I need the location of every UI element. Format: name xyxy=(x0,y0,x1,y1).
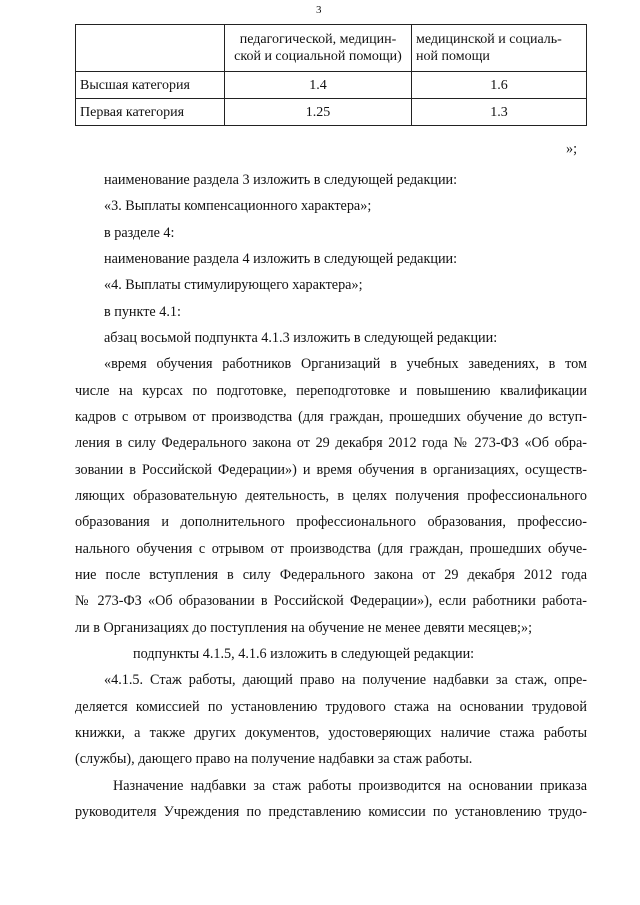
paragraph-line: нального обучения с отрывом от производства (для граждан, прошедших обуче- xyxy=(75,541,587,557)
paragraph-line: в пункте 4.1: xyxy=(104,304,181,320)
paragraph-line: книжки, а также других документов, удостоверяющих наличие стажа работы xyxy=(75,725,587,741)
page-number: 3 xyxy=(316,4,322,16)
table-header-cell xyxy=(225,25,412,72)
cell-value: 1.4 xyxy=(225,72,412,99)
paragraph-line: зовании в Российской Федерации») и время обучения в организациях, осуществ- xyxy=(75,462,587,478)
paragraph-line: наименование раздела 3 изложить в следующей редакции: xyxy=(104,172,458,188)
paragraph-line: ления в силу Федерального закона от 29 декабря 2012 года № 273-ФЗ «Об обра- xyxy=(75,435,587,451)
table-header-cell xyxy=(76,25,225,72)
table-header-row xyxy=(76,25,587,72)
paragraph-line: Назначение надбавки за стаж работы производится на основании приказа xyxy=(113,778,587,794)
paragraph-line: ли в Организациях до поступления на обучение не менее девяти месяцев;»; xyxy=(75,620,533,636)
coefficients-table xyxy=(75,24,587,126)
paragraph-line: «4.1.5. Стаж работы, дающий право на получение надбавки за стаж, опре- xyxy=(104,672,587,688)
cell-value: 1.25 xyxy=(225,99,412,126)
closing-quote: »; xyxy=(566,141,578,157)
paragraph-line: числе на курсах по подготовке, переподготовке и повышению квалификации xyxy=(75,383,587,399)
cell-value: 1.6 xyxy=(412,72,587,99)
row-label: Высшая категория xyxy=(76,72,225,99)
row-label: Первая категория xyxy=(76,99,225,126)
paragraph-line: образования и дополнительного профессионального образования, профессио- xyxy=(75,514,587,530)
paragraph-line: руководителя Учреждения по представлению комиссии по установлению трудо- xyxy=(75,804,587,820)
paragraph-line: абзац восьмой подпункта 4.1.3 изложить в следующей редакции: xyxy=(104,330,498,346)
paragraph-line: подпункты 4.1.5, 4.1.6 изложить в следующей редакции: xyxy=(133,646,475,662)
paragraph-line: № 273-ФЗ «Об образовании в Российской Федерации»), если работники работа- xyxy=(75,593,587,609)
header-text: ской и социальной помощи) xyxy=(234,49,402,64)
paragraph-line: «время обучения работников Организаций в учебных заведениях, в том xyxy=(104,356,587,372)
paragraph-line: наименование раздела 4 изложить в следующей редакции: xyxy=(104,251,458,267)
table-header-cell xyxy=(412,25,587,72)
paragraph-line: деляется комиссией по установлению трудового стажа на основании трудовой xyxy=(75,699,587,715)
table-row xyxy=(76,72,587,99)
table-row xyxy=(76,99,587,126)
paragraph-line: «3. Выплаты компенсационного характера»; xyxy=(104,198,372,214)
paragraph-line: в разделе 4: xyxy=(104,225,175,241)
header-text: педагогической, медицин- xyxy=(239,32,397,47)
cell-value: 1.3 xyxy=(412,99,587,126)
paragraph-line: «4. Выплаты стимулирующего характера»; xyxy=(104,277,363,293)
header-text: ной помощи xyxy=(416,49,490,64)
paragraph-line: ние после вступления в силу Федерального закона от 29 декабря 2012 года xyxy=(75,567,587,583)
paragraph-line: ляющих образовательную деятельность, в целях получения профессионального xyxy=(75,488,587,504)
paragraph-line: кадров с отрывом от производства (для граждан, прошедших обучение до вступ- xyxy=(75,409,587,425)
header-text: медицинской и социаль- xyxy=(416,32,562,47)
paragraph-line: (службы), дающего право на получение надбавки за стаж работы. xyxy=(75,751,473,767)
